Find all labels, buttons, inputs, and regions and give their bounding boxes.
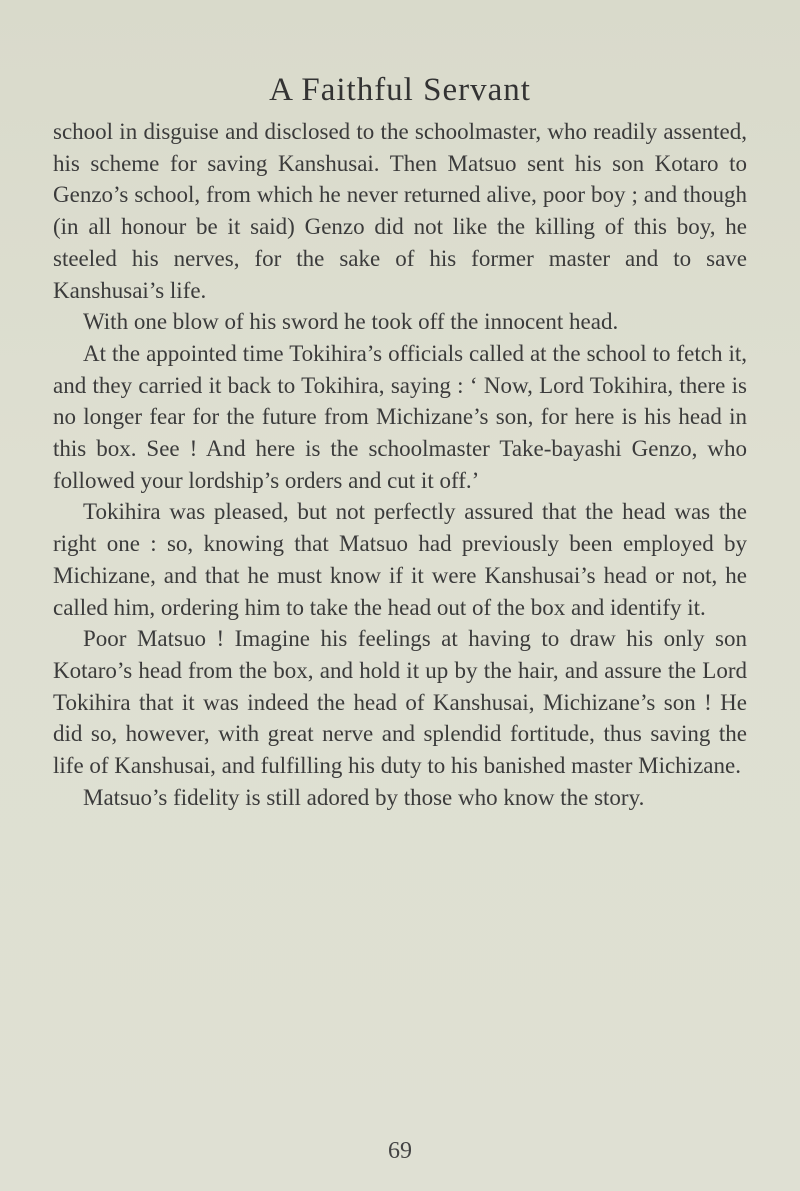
running-head: A Faithful Servant	[269, 72, 531, 108]
paragraph-3: At the appointed time Tokihira’s officials called at the school to fetch it, and they carried it back to Tokihira, saying : ‘ Now, Lord Tokihira, there is no longer fear for the future from Michizane’s son, for here is his head in this box. See ! And here is the schoolmaster Take-bayashi Genzo, who followed your lordship’s orders and cut it off.’	[53, 340, 747, 493]
paragraph-2: With one blow of his sword he took off the innocent head.	[83, 309, 619, 335]
paragraph-5: Poor Matsuo ! Imagine his feelings at having to draw his only son Kotaro’s head from the box, and hold it up by the hair, and assure the Lord Tokihira that it was indeed the head of Kanshusai, Michizane’s son ! He did so, however, with great nerve and splendid fortitude, thus saving the life of Kanshusai, and fulfilling his duty to his banished master Michizane.	[53, 626, 747, 779]
paragraph-1: school in disguise and disclosed to the schoolmaster, who readily assented, his scheme for saving Kanshusai. Then Matsuo sent his son Kotaro to Genzo’s school, from which he never returned alive, poor boy ; and though (in all honour be it said) Genzo did not like the killing of this boy, he steeled his nerves, for the sake of his former master and to save Kanshusai’s life.	[53, 119, 747, 303]
paragraph-4: Tokihira was pleased, but not perfectly assured that the head was the right one : so, knowing that Matsuo had previously been employed by Michizane, and that he must know if it were Kanshusai’s head or not, he called him, ordering him to take the head out of the box and identify it.	[53, 499, 747, 620]
paragraph-6: Matsuo’s fidelity is still adored by those who know the story.	[83, 784, 645, 810]
body-text	[53, 116, 747, 813]
page-number: 69	[388, 1138, 412, 1164]
